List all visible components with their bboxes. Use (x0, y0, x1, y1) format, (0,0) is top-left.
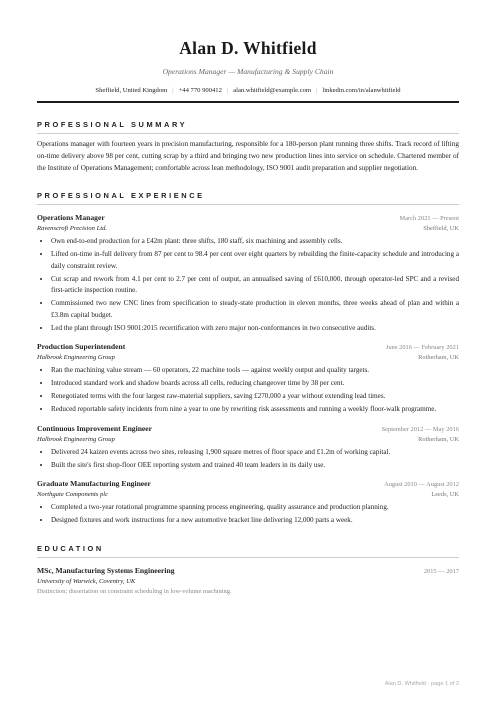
job-company: Ravenscroft Precision Ltd. (37, 225, 108, 232)
job-company: Halbrook Engineering Group (37, 435, 115, 443)
job-bullet: • Lifted on-time in-full delivery from 87 per cent to 98.4 per cent over eight quarters by rebuilding the finite-capacity schedule and introducing a daily constraint review. (51, 249, 459, 272)
experience-heading: PROFESSIONAL EXPERIENCE (37, 191, 205, 200)
job-bullet: • Ran the machining value stream — 60 operators, 22 machine tools — against weekly output and quality targets. (51, 365, 459, 377)
education-detail: Distinction; dissertation on constraint scheduling in low-volume machining. (37, 587, 232, 595)
job-bullets (37, 236, 459, 334)
job-bullet: • Introduced standard work and shadow boards across all cells, reducing changeover time by 38 per cent. (51, 378, 459, 390)
section-divider (37, 204, 459, 205)
job-bullet: • Commissioned two new CNC lines from specification to steady-state production in eleven months, three weeks ahead of plan and within a £3.8m capital budget. (51, 298, 459, 321)
section-divider (37, 133, 459, 134)
job-bullet: • Led the plant through ISO 9001:2015 recertification with zero major non-conformances in two consecutive audits. (51, 323, 459, 335)
contact-location: Sheffield, United Kingdom (95, 87, 168, 94)
candidate-headline: Operations Manager — Manufacturing & Supply Chain (162, 67, 334, 76)
education-dates: 2015 — 2017 (423, 567, 459, 575)
education-entry (37, 565, 459, 597)
job-entry (37, 478, 459, 527)
contact-separator: | (226, 87, 229, 94)
job-title: Continuous Improvement Engineer (37, 423, 153, 433)
job-company: Northgate Components plc (37, 491, 109, 498)
job-title: Graduate Manufacturing Engineer (37, 479, 151, 488)
contact-separator: | (316, 87, 318, 94)
education-school: University of Warwick, Coventry, UK (37, 577, 136, 585)
contact-linkedin[interactable]: linkedin.com/in/alanwhitfield (322, 87, 401, 94)
job-dates: September 2012 — May 2016 (381, 425, 459, 433)
job-location: Sheffield, UK (423, 225, 459, 232)
job-bullets (37, 502, 459, 527)
job-bullet: • Cut scrap and rework from 4.1 per cent to 2.7 per cent of output, an annualised saving of £610,000, through operator-led SPC and a revised first-article inspection routine. (51, 274, 459, 297)
job-bullet: • Renegotiated terms with the four largest raw-material suppliers, saving £270,000 a year without extending lead times. (51, 391, 459, 403)
contact-separator: | (172, 87, 174, 94)
job-location: Leeds, UK (431, 491, 459, 498)
job-entry (37, 212, 459, 334)
job-bullet: • Designed fixtures and work instructions for a new automotive bracket line delivering 12,000 parts a week. (51, 515, 459, 527)
job-location: Rotherham, UK (418, 435, 459, 443)
job-dates: August 2010 — August 2012 (384, 481, 459, 488)
job-entry (37, 423, 459, 472)
job-dates: March 2021 — Present (399, 215, 459, 222)
job-dates: June 2016 — February 2021 (385, 344, 459, 351)
candidate-name: Alan D. Whitfield (179, 38, 317, 58)
page-footer: Alan D. Whitfield · page 1 of 2 (384, 681, 459, 687)
education-degree: MSc, Manufacturing Systems Engineering (37, 565, 175, 575)
header-rule (37, 101, 459, 103)
job-title: Operations Manager (37, 213, 105, 222)
job-bullet: • Completed a two-year rotational programme spanning process engineering, quality assurance and production planning. (51, 502, 459, 514)
job-company: Halbrook Engineering Group (37, 354, 115, 361)
job-bullet: • Own end-to-end production for a £42m plant: three shifts, 180 staff, six machining and assembly cells. (51, 236, 459, 248)
contact-line (37, 86, 459, 96)
section-divider (37, 557, 459, 558)
contact-phone: +44 770 900412 (178, 87, 222, 94)
summary-heading: PROFESSIONAL SUMMARY (37, 120, 188, 129)
job-bullets (37, 447, 459, 472)
education-heading: EDUCATION (37, 543, 104, 553)
job-entry (37, 341, 459, 416)
contact-email[interactable]: alan.whitfield@example.com (233, 87, 312, 94)
job-bullet: • Delivered 24 kaizen events across two sites, releasing 1,900 square metres of floor space and £1.2m of working capital. (51, 447, 459, 459)
summary-text: Operations manager with fourteen years in precision manufacturing, responsible for a 180-person plant running three shifts. Track record of lifting on-time delivery above 98 per cent, cutting scrap by a third and bringing two new production lines into service on schedule. Chartered member of the Institute of Operations Management; comfortable across lean methodology, ISO 9001 audit preparation and supplier negotiation. (37, 140, 459, 172)
job-bullets (37, 365, 459, 416)
job-location: Rotherham, UK (418, 354, 459, 361)
job-bullet: • Built the site's first shop-floor OEE reporting system and trained 40 team leaders in its daily use. (51, 460, 459, 472)
job-bullet: • Reduced reportable safety incidents from nine a year to one by rewriting risk assessments and running a weekly floor-walk programme. (51, 404, 459, 416)
job-title: Production Superintendent (37, 342, 126, 351)
